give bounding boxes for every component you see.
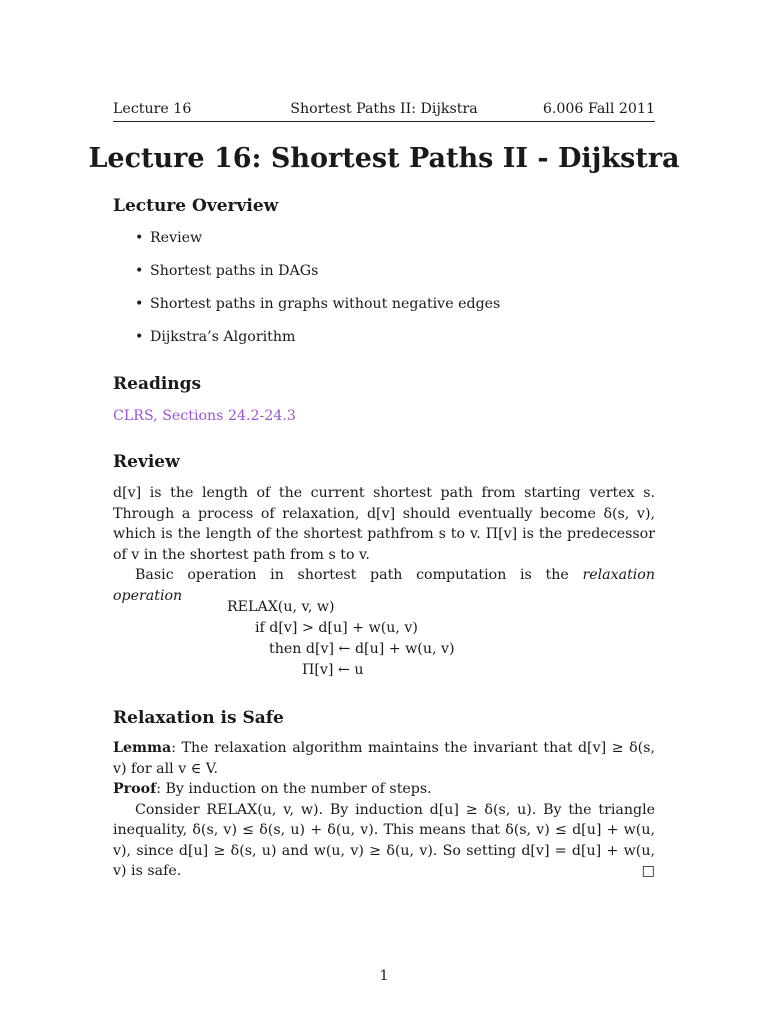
bullet-icon: • bbox=[135, 329, 144, 345]
bullet-icon: • bbox=[135, 296, 144, 312]
relaxation-term: relaxation operation bbox=[113, 567, 655, 604]
page-number: 1 bbox=[379, 968, 389, 984]
code-line-if: if d[v] > d[u] + w(u, v) bbox=[255, 620, 418, 636]
lemma-label: Lemma bbox=[113, 740, 172, 756]
header-rule bbox=[113, 121, 655, 122]
review-paragraph bbox=[113, 483, 655, 606]
code-line-pred: Π[v] ← u bbox=[302, 662, 364, 678]
readings-link[interactable]: CLRS, Sections 24.2-24.3 bbox=[113, 408, 296, 424]
bullet-icon: • bbox=[135, 263, 144, 279]
code-line-relax: RELAX(u, v, w) bbox=[227, 599, 335, 615]
safe-paragraph bbox=[113, 738, 655, 882]
page-title: Lecture 16: Shortest Paths II - Dijkstra bbox=[88, 143, 680, 174]
list-item: • Dijkstra’s Algorithm bbox=[135, 329, 296, 345]
lemma: Lemma: The relaxation algorithm maintains the invariant that d[v] ≥ δ(s, v) for all v ∈ V. bbox=[113, 740, 655, 777]
heading-readings: Readings bbox=[113, 374, 202, 394]
header-lecture: Lecture 16 bbox=[113, 101, 192, 117]
proof-label: Proof bbox=[113, 781, 157, 797]
proof-body: Consider RELAX(u, v, w). By induction d[u] ≥ δ(s, u). By the triangle inequality, δ(s, v) ≤ δ(s, u) + δ(u, v). This means that δ(s, v) ≤ d[u] + w(u, v), since d[u] ≥ δ(s, u) and w(u, v) ≥ δ(u, v). So setting d[v] = d[u] + w(u, v) is safe. □ bbox=[113, 800, 655, 882]
header-course: 6.006 Fall 2011 bbox=[542, 101, 655, 117]
overview-list bbox=[135, 230, 500, 362]
list-item: • Review bbox=[135, 230, 203, 246]
list-item: • Shortest paths in graphs without negative edges bbox=[135, 296, 501, 312]
bullet-icon: • bbox=[135, 230, 144, 246]
heading-relaxation-safe: Relaxation is Safe bbox=[113, 708, 284, 728]
code-line-then: then d[v] ← d[u] + w(u, v) bbox=[269, 641, 455, 657]
list-item: • Shortest paths in DAGs bbox=[135, 263, 319, 279]
heading-overview: Lecture Overview bbox=[113, 196, 279, 216]
proof: Proof: By induction on the number of steps. bbox=[113, 781, 432, 797]
qed-icon: □ bbox=[641, 863, 655, 879]
review-basic-op: Basic operation in shortest path computation is the relaxation operation bbox=[113, 567, 655, 604]
header-topic: Shortest Paths II: Dijkstra bbox=[290, 101, 478, 117]
review-definition: d[v] is the length of the current shortest path from starting vertex s. Through a process of relaxation, d[v] should eventually become δ(s, v), which is the length of the shortest pathfrom s to v. Π[v] is the predecessor of v in the shortest path from s to v. bbox=[113, 485, 655, 563]
heading-review: Review bbox=[113, 452, 180, 472]
